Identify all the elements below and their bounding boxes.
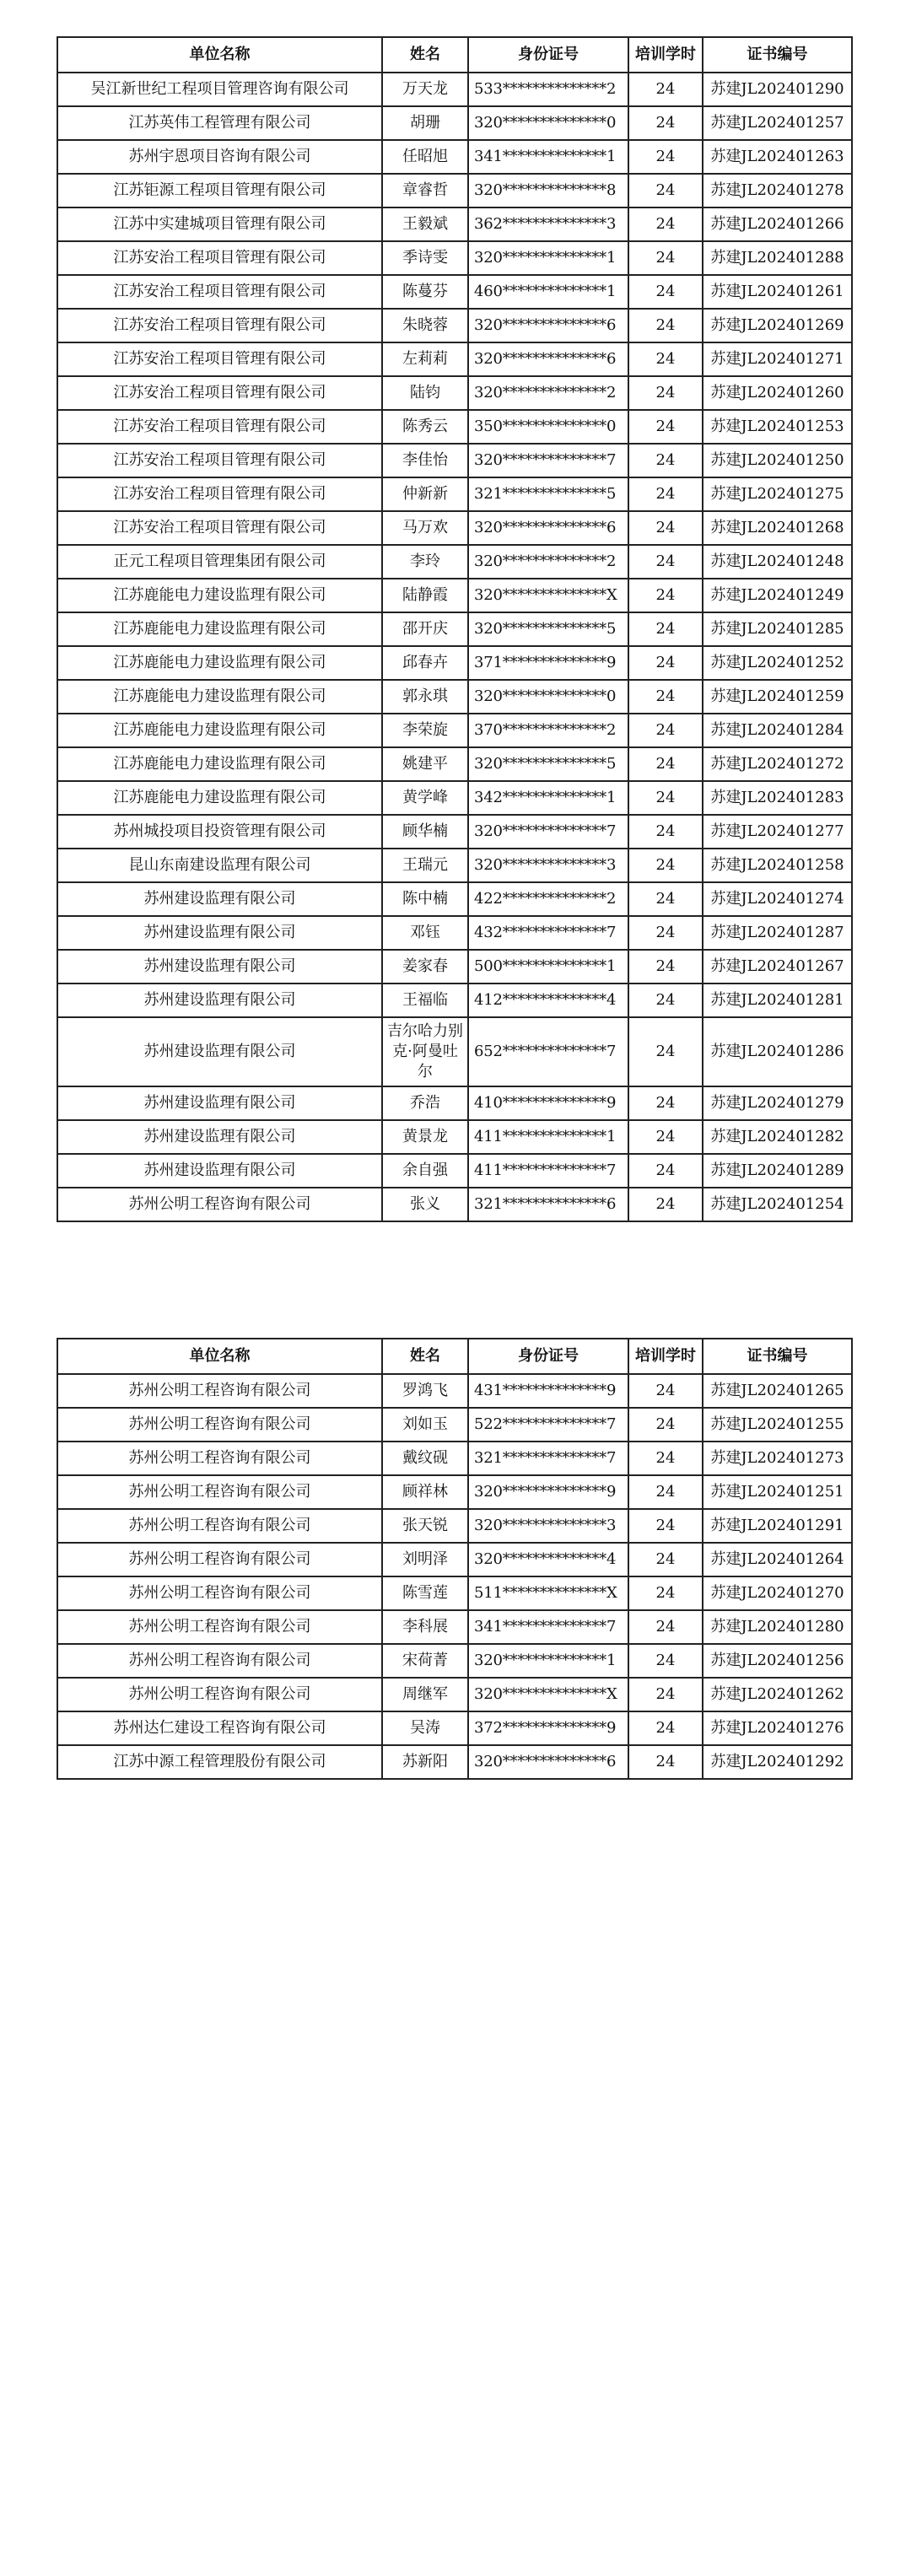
table-row xyxy=(57,1408,852,1442)
id-number-cell: 320**************X xyxy=(468,1678,628,1711)
person-name-cell: 顾祥林 xyxy=(382,1475,468,1509)
training-hours-cell: 24 xyxy=(628,1408,703,1442)
person-name-cell: 仲新新 xyxy=(382,477,468,511)
certificate-number-cell: 苏建JL202401260 xyxy=(703,376,852,410)
company-cell: 苏州公明工程咨询有限公司 xyxy=(57,1678,382,1711)
person-name-cell: 周继军 xyxy=(382,1678,468,1711)
person-name-cell: 罗鸿飞 xyxy=(382,1374,468,1408)
id-number-cell: 321**************7 xyxy=(468,1442,628,1475)
company-cell: 苏州建设监理有限公司 xyxy=(57,1120,382,1154)
certificate-number-cell: 苏建JL202401271 xyxy=(703,342,852,376)
training-hours-cell: 24 xyxy=(628,140,703,174)
id-number-cell: 460**************1 xyxy=(468,275,628,309)
table-row xyxy=(57,342,852,376)
person-name-cell: 陆静霞 xyxy=(382,579,468,612)
company-cell: 昆山东南建设监理有限公司 xyxy=(57,849,382,882)
table-row xyxy=(57,444,852,477)
training-hours-cell: 24 xyxy=(628,747,703,781)
training-hours-cell: 24 xyxy=(628,1543,703,1576)
company-cell: 正元工程项目管理集团有限公司 xyxy=(57,545,382,579)
person-name-cell: 李科展 xyxy=(382,1610,468,1644)
table-row xyxy=(57,1678,852,1711)
company-cell: 苏州建设监理有限公司 xyxy=(57,1154,382,1188)
certificate-number-cell: 苏建JL202401252 xyxy=(703,646,852,680)
person-name-cell: 陈蔓芬 xyxy=(382,275,468,309)
id-number-cell: 411**************1 xyxy=(468,1120,628,1154)
certificate-number-cell: 苏建JL202401270 xyxy=(703,1576,852,1610)
table-row xyxy=(57,781,852,815)
certificate-number-cell: 苏建JL202401275 xyxy=(703,477,852,511)
header-company: 单位名称 xyxy=(57,1339,382,1374)
company-cell: 苏州公明工程咨询有限公司 xyxy=(57,1374,382,1408)
id-number-cell: 350**************0 xyxy=(468,410,628,444)
table-row xyxy=(57,984,852,1017)
company-cell: 江苏安治工程项目管理有限公司 xyxy=(57,275,382,309)
certificate-number-cell: 苏建JL202401273 xyxy=(703,1442,852,1475)
person-name-cell: 邱春卉 xyxy=(382,646,468,680)
id-number-cell: 370**************2 xyxy=(468,714,628,747)
person-name-cell: 陆钧 xyxy=(382,376,468,410)
person-name-cell: 李佳怡 xyxy=(382,444,468,477)
table-row xyxy=(57,747,852,781)
certificate-number-cell: 苏建JL202401281 xyxy=(703,984,852,1017)
person-name-cell: 胡珊 xyxy=(382,106,468,140)
company-cell: 苏州公明工程咨询有限公司 xyxy=(57,1408,382,1442)
certificate-number-cell: 苏建JL202401289 xyxy=(703,1154,852,1188)
company-cell: 江苏中源工程管理股份有限公司 xyxy=(57,1745,382,1779)
person-name-cell: 张天锐 xyxy=(382,1509,468,1543)
training-roster-table-2 xyxy=(57,1338,853,1780)
table-row xyxy=(57,106,852,140)
person-name-cell: 宋荷菁 xyxy=(382,1644,468,1678)
person-name-cell: 陈秀云 xyxy=(382,410,468,444)
header-id-number: 身份证号 xyxy=(468,37,628,73)
person-name-cell: 章睿哲 xyxy=(382,174,468,207)
person-name-cell: 戴纹砚 xyxy=(382,1442,468,1475)
id-number-cell: 320**************8 xyxy=(468,174,628,207)
table-row xyxy=(57,680,852,714)
table-row xyxy=(57,1711,852,1745)
certificate-number-cell: 苏建JL202401291 xyxy=(703,1509,852,1543)
certificate-number-cell: 苏建JL202401266 xyxy=(703,207,852,241)
table-row xyxy=(57,1745,852,1779)
company-cell: 江苏安治工程项目管理有限公司 xyxy=(57,511,382,545)
training-hours-cell: 24 xyxy=(628,1374,703,1408)
certificate-number-cell: 苏建JL202401268 xyxy=(703,511,852,545)
header-id-number: 身份证号 xyxy=(468,1339,628,1374)
person-name-cell: 马万欢 xyxy=(382,511,468,545)
id-number-cell: 533**************2 xyxy=(468,73,628,106)
company-cell: 江苏安治工程项目管理有限公司 xyxy=(57,309,382,342)
id-number-cell: 320**************3 xyxy=(468,849,628,882)
company-cell: 苏州公明工程咨询有限公司 xyxy=(57,1543,382,1576)
person-name-cell: 黄学峰 xyxy=(382,781,468,815)
training-hours-cell: 24 xyxy=(628,950,703,984)
table-row xyxy=(57,511,852,545)
id-number-cell: 652**************7 xyxy=(468,1017,628,1086)
company-cell: 苏州城投项目投资管理有限公司 xyxy=(57,815,382,849)
training-hours-cell: 24 xyxy=(628,1711,703,1745)
training-hours-cell: 24 xyxy=(628,882,703,916)
company-cell: 苏州建设监理有限公司 xyxy=(57,950,382,984)
person-name-cell: 李荣旋 xyxy=(382,714,468,747)
id-number-cell: 320**************7 xyxy=(468,815,628,849)
person-name-cell: 王瑞元 xyxy=(382,849,468,882)
training-hours-cell: 24 xyxy=(628,1154,703,1188)
table-row xyxy=(57,73,852,106)
person-name-cell: 苏新阳 xyxy=(382,1745,468,1779)
training-hours-cell: 24 xyxy=(628,1188,703,1221)
training-hours-cell: 24 xyxy=(628,1509,703,1543)
id-number-cell: 320**************1 xyxy=(468,1644,628,1678)
id-number-cell: 341**************7 xyxy=(468,1610,628,1644)
table-header-row xyxy=(57,1339,852,1374)
certificate-number-cell: 苏建JL202401248 xyxy=(703,545,852,579)
company-cell: 苏州建设监理有限公司 xyxy=(57,916,382,950)
id-number-cell: 320**************1 xyxy=(468,241,628,275)
id-number-cell: 321**************5 xyxy=(468,477,628,511)
header-training-hours: 培训学时 xyxy=(628,1339,703,1374)
id-number-cell: 342**************1 xyxy=(468,781,628,815)
training-hours-cell: 24 xyxy=(628,579,703,612)
training-hours-cell: 24 xyxy=(628,241,703,275)
person-name-cell: 左莉莉 xyxy=(382,342,468,376)
id-number-cell: 411**************7 xyxy=(468,1154,628,1188)
company-cell: 苏州建设监理有限公司 xyxy=(57,984,382,1017)
certificate-number-cell: 苏建JL202401290 xyxy=(703,73,852,106)
training-hours-cell: 24 xyxy=(628,106,703,140)
company-cell: 江苏英伟工程管理有限公司 xyxy=(57,106,382,140)
person-name-cell: 刘如玉 xyxy=(382,1408,468,1442)
id-number-cell: 412**************4 xyxy=(468,984,628,1017)
training-hours-cell: 24 xyxy=(628,275,703,309)
training-hours-cell: 24 xyxy=(628,545,703,579)
company-cell: 江苏钜源工程项目管理有限公司 xyxy=(57,174,382,207)
company-cell: 苏州建设监理有限公司 xyxy=(57,1017,382,1086)
id-number-cell: 320**************7 xyxy=(468,444,628,477)
person-name-cell: 王福临 xyxy=(382,984,468,1017)
person-name-cell: 陈中楠 xyxy=(382,882,468,916)
header-name: 姓名 xyxy=(382,37,468,73)
training-hours-cell: 24 xyxy=(628,73,703,106)
company-cell: 苏州公明工程咨询有限公司 xyxy=(57,1644,382,1678)
company-cell: 苏州宇恩项目咨询有限公司 xyxy=(57,140,382,174)
id-number-cell: 320**************6 xyxy=(468,1745,628,1779)
training-hours-cell: 24 xyxy=(628,444,703,477)
training-hours-cell: 24 xyxy=(628,1442,703,1475)
person-name-cell: 郭永琪 xyxy=(382,680,468,714)
id-number-cell: 432**************7 xyxy=(468,916,628,950)
table-row xyxy=(57,1475,852,1509)
table-row xyxy=(57,646,852,680)
id-number-cell: 431**************9 xyxy=(468,1374,628,1408)
company-cell: 苏州公明工程咨询有限公司 xyxy=(57,1442,382,1475)
certificate-number-cell: 苏建JL202401269 xyxy=(703,309,852,342)
table-row xyxy=(57,207,852,241)
training-roster-table-1 xyxy=(57,36,853,1222)
company-cell: 苏州建设监理有限公司 xyxy=(57,1086,382,1120)
table-row xyxy=(57,174,852,207)
id-number-cell: 320**************4 xyxy=(468,1543,628,1576)
training-hours-cell: 24 xyxy=(628,342,703,376)
company-cell: 苏州公明工程咨询有限公司 xyxy=(57,1610,382,1644)
certificate-number-cell: 苏建JL202401263 xyxy=(703,140,852,174)
person-name-cell: 季诗雯 xyxy=(382,241,468,275)
certificate-number-cell: 苏建JL202401279 xyxy=(703,1086,852,1120)
training-hours-cell: 24 xyxy=(628,1475,703,1509)
certificate-number-cell: 苏建JL202401283 xyxy=(703,781,852,815)
certificate-number-cell: 苏建JL202401250 xyxy=(703,444,852,477)
certificate-number-cell: 苏建JL202401257 xyxy=(703,106,852,140)
certificate-number-cell: 苏建JL202401261 xyxy=(703,275,852,309)
person-name-cell: 吴涛 xyxy=(382,1711,468,1745)
company-cell: 苏州公明工程咨询有限公司 xyxy=(57,1509,382,1543)
company-cell: 江苏安治工程项目管理有限公司 xyxy=(57,241,382,275)
header-company: 单位名称 xyxy=(57,37,382,73)
certificate-number-cell: 苏建JL202401262 xyxy=(703,1678,852,1711)
person-name-cell: 任昭旭 xyxy=(382,140,468,174)
company-cell: 苏州达仁建设工程咨询有限公司 xyxy=(57,1711,382,1745)
person-name-cell: 万天龙 xyxy=(382,73,468,106)
id-number-cell: 320**************3 xyxy=(468,1509,628,1543)
table-row xyxy=(57,1543,852,1576)
table-row xyxy=(57,140,852,174)
training-hours-cell: 24 xyxy=(628,781,703,815)
training-hours-cell: 24 xyxy=(628,511,703,545)
training-hours-cell: 24 xyxy=(628,815,703,849)
certificate-number-cell: 苏建JL202401249 xyxy=(703,579,852,612)
person-name-cell: 乔浩 xyxy=(382,1086,468,1120)
training-hours-cell: 24 xyxy=(628,680,703,714)
training-hours-cell: 24 xyxy=(628,849,703,882)
person-name-cell: 姜家春 xyxy=(382,950,468,984)
header-certificate-number: 证书编号 xyxy=(703,1339,852,1374)
person-name-cell: 刘明泽 xyxy=(382,1543,468,1576)
company-cell: 江苏安治工程项目管理有限公司 xyxy=(57,444,382,477)
certificate-number-cell: 苏建JL202401277 xyxy=(703,815,852,849)
table-row xyxy=(57,950,852,984)
table-row xyxy=(57,410,852,444)
id-number-cell: 362**************3 xyxy=(468,207,628,241)
training-hours-cell: 24 xyxy=(628,612,703,646)
certificate-number-cell: 苏建JL202401284 xyxy=(703,714,852,747)
id-number-cell: 410**************9 xyxy=(468,1086,628,1120)
certificate-number-cell: 苏建JL202401255 xyxy=(703,1408,852,1442)
training-hours-cell: 24 xyxy=(628,1086,703,1120)
training-hours-cell: 24 xyxy=(628,376,703,410)
person-name-cell: 陈雪莲 xyxy=(382,1576,468,1610)
certificate-number-cell: 苏建JL202401288 xyxy=(703,241,852,275)
table-row xyxy=(57,1154,852,1188)
table-row xyxy=(57,1576,852,1610)
id-number-cell: 320**************6 xyxy=(468,309,628,342)
company-cell: 江苏鹿能电力建设监理有限公司 xyxy=(57,747,382,781)
id-number-cell: 341**************1 xyxy=(468,140,628,174)
training-hours-cell: 24 xyxy=(628,477,703,511)
company-cell: 江苏中实建城项目管理有限公司 xyxy=(57,207,382,241)
training-hours-cell: 24 xyxy=(628,1678,703,1711)
training-hours-cell: 24 xyxy=(628,1120,703,1154)
certificate-number-cell: 苏建JL202401259 xyxy=(703,680,852,714)
certificate-number-cell: 苏建JL202401276 xyxy=(703,1711,852,1745)
company-cell: 苏州公明工程咨询有限公司 xyxy=(57,1475,382,1509)
person-name-cell: 姚建平 xyxy=(382,747,468,781)
training-hours-cell: 24 xyxy=(628,916,703,950)
certificate-number-cell: 苏建JL202401287 xyxy=(703,916,852,950)
table-row xyxy=(57,1374,852,1408)
table-row xyxy=(57,714,852,747)
id-number-cell: 511**************X xyxy=(468,1576,628,1610)
certificate-number-cell: 苏建JL202401265 xyxy=(703,1374,852,1408)
table-row xyxy=(57,916,852,950)
training-hours-cell: 24 xyxy=(628,1644,703,1678)
certificate-number-cell: 苏建JL202401274 xyxy=(703,882,852,916)
table-row xyxy=(57,849,852,882)
company-cell: 苏州公明工程咨询有限公司 xyxy=(57,1188,382,1221)
certificate-number-cell: 苏建JL202401267 xyxy=(703,950,852,984)
id-number-cell: 320**************X xyxy=(468,579,628,612)
certificate-number-cell: 苏建JL202401264 xyxy=(703,1543,852,1576)
certificate-number-cell: 苏建JL202401251 xyxy=(703,1475,852,1509)
training-hours-cell: 24 xyxy=(628,1610,703,1644)
certificate-number-cell: 苏建JL202401256 xyxy=(703,1644,852,1678)
person-name-cell: 李玲 xyxy=(382,545,468,579)
table-row xyxy=(57,1188,852,1221)
person-name-cell: 王毅斌 xyxy=(382,207,468,241)
id-number-cell: 320**************5 xyxy=(468,612,628,646)
person-name-cell: 黄景龙 xyxy=(382,1120,468,1154)
table-row xyxy=(57,815,852,849)
id-number-cell: 422**************2 xyxy=(468,882,628,916)
person-name-cell: 朱晓蓉 xyxy=(382,309,468,342)
company-cell: 江苏安治工程项目管理有限公司 xyxy=(57,410,382,444)
table-row xyxy=(57,612,852,646)
table-row xyxy=(57,1086,852,1120)
table-row xyxy=(57,1442,852,1475)
company-cell: 苏州建设监理有限公司 xyxy=(57,882,382,916)
company-cell: 吴江新世纪工程项目管理咨询有限公司 xyxy=(57,73,382,106)
table-row xyxy=(57,882,852,916)
table-row xyxy=(57,309,852,342)
header-name: 姓名 xyxy=(382,1339,468,1374)
training-hours-cell: 24 xyxy=(628,984,703,1017)
company-cell: 江苏安治工程项目管理有限公司 xyxy=(57,342,382,376)
table-row xyxy=(57,1644,852,1678)
company-cell: 江苏鹿能电力建设监理有限公司 xyxy=(57,579,382,612)
certificate-number-cell: 苏建JL202401285 xyxy=(703,612,852,646)
training-hours-cell: 24 xyxy=(628,410,703,444)
company-cell: 江苏鹿能电力建设监理有限公司 xyxy=(57,646,382,680)
training-hours-cell: 24 xyxy=(628,714,703,747)
header-certificate-number: 证书编号 xyxy=(703,37,852,73)
id-number-cell: 500**************1 xyxy=(468,950,628,984)
table-row xyxy=(57,1509,852,1543)
table-row xyxy=(57,241,852,275)
person-name-cell: 吉尔哈力别克·阿曼吐尔 xyxy=(382,1017,468,1086)
company-cell: 江苏安治工程项目管理有限公司 xyxy=(57,376,382,410)
table-row xyxy=(57,275,852,309)
id-number-cell: 372**************9 xyxy=(468,1711,628,1745)
certificate-number-cell: 苏建JL202401254 xyxy=(703,1188,852,1221)
certificate-number-cell: 苏建JL202401278 xyxy=(703,174,852,207)
person-name-cell: 邵开庆 xyxy=(382,612,468,646)
person-name-cell: 张义 xyxy=(382,1188,468,1221)
id-number-cell: 522**************7 xyxy=(468,1408,628,1442)
table-row xyxy=(57,579,852,612)
id-number-cell: 320**************0 xyxy=(468,680,628,714)
company-cell: 江苏鹿能电力建设监理有限公司 xyxy=(57,781,382,815)
certificate-number-cell: 苏建JL202401272 xyxy=(703,747,852,781)
training-hours-cell: 24 xyxy=(628,1017,703,1086)
table-row xyxy=(57,1017,852,1086)
company-cell: 江苏鹿能电力建设监理有限公司 xyxy=(57,714,382,747)
table-row xyxy=(57,545,852,579)
id-number-cell: 320**************6 xyxy=(468,342,628,376)
id-number-cell: 320**************0 xyxy=(468,106,628,140)
table-header-row xyxy=(57,37,852,73)
table-row xyxy=(57,1120,852,1154)
certificate-number-cell: 苏建JL202401292 xyxy=(703,1745,852,1779)
company-cell: 江苏鹿能电力建设监理有限公司 xyxy=(57,680,382,714)
company-cell: 江苏鹿能电力建设监理有限公司 xyxy=(57,612,382,646)
certificate-number-cell: 苏建JL202401258 xyxy=(703,849,852,882)
table-row xyxy=(57,1610,852,1644)
table-row xyxy=(57,477,852,511)
company-cell: 江苏安治工程项目管理有限公司 xyxy=(57,477,382,511)
company-cell: 苏州公明工程咨询有限公司 xyxy=(57,1576,382,1610)
id-number-cell: 320**************2 xyxy=(468,376,628,410)
id-number-cell: 320**************2 xyxy=(468,545,628,579)
training-hours-cell: 24 xyxy=(628,646,703,680)
training-hours-cell: 24 xyxy=(628,1745,703,1779)
training-hours-cell: 24 xyxy=(628,1576,703,1610)
certificate-number-cell: 苏建JL202401286 xyxy=(703,1017,852,1086)
person-name-cell: 顾华楠 xyxy=(382,815,468,849)
header-training-hours: 培训学时 xyxy=(628,37,703,73)
id-number-cell: 320**************9 xyxy=(468,1475,628,1509)
id-number-cell: 320**************5 xyxy=(468,747,628,781)
id-number-cell: 371**************9 xyxy=(468,646,628,680)
certificate-number-cell: 苏建JL202401253 xyxy=(703,410,852,444)
id-number-cell: 320**************6 xyxy=(468,511,628,545)
training-hours-cell: 24 xyxy=(628,309,703,342)
certificate-number-cell: 苏建JL202401282 xyxy=(703,1120,852,1154)
id-number-cell: 321**************6 xyxy=(468,1188,628,1221)
training-hours-cell: 24 xyxy=(628,207,703,241)
certificate-number-cell: 苏建JL202401280 xyxy=(703,1610,852,1644)
table-row xyxy=(57,376,852,410)
training-hours-cell: 24 xyxy=(628,174,703,207)
person-name-cell: 余自强 xyxy=(382,1154,468,1188)
person-name-cell: 邓钰 xyxy=(382,916,468,950)
